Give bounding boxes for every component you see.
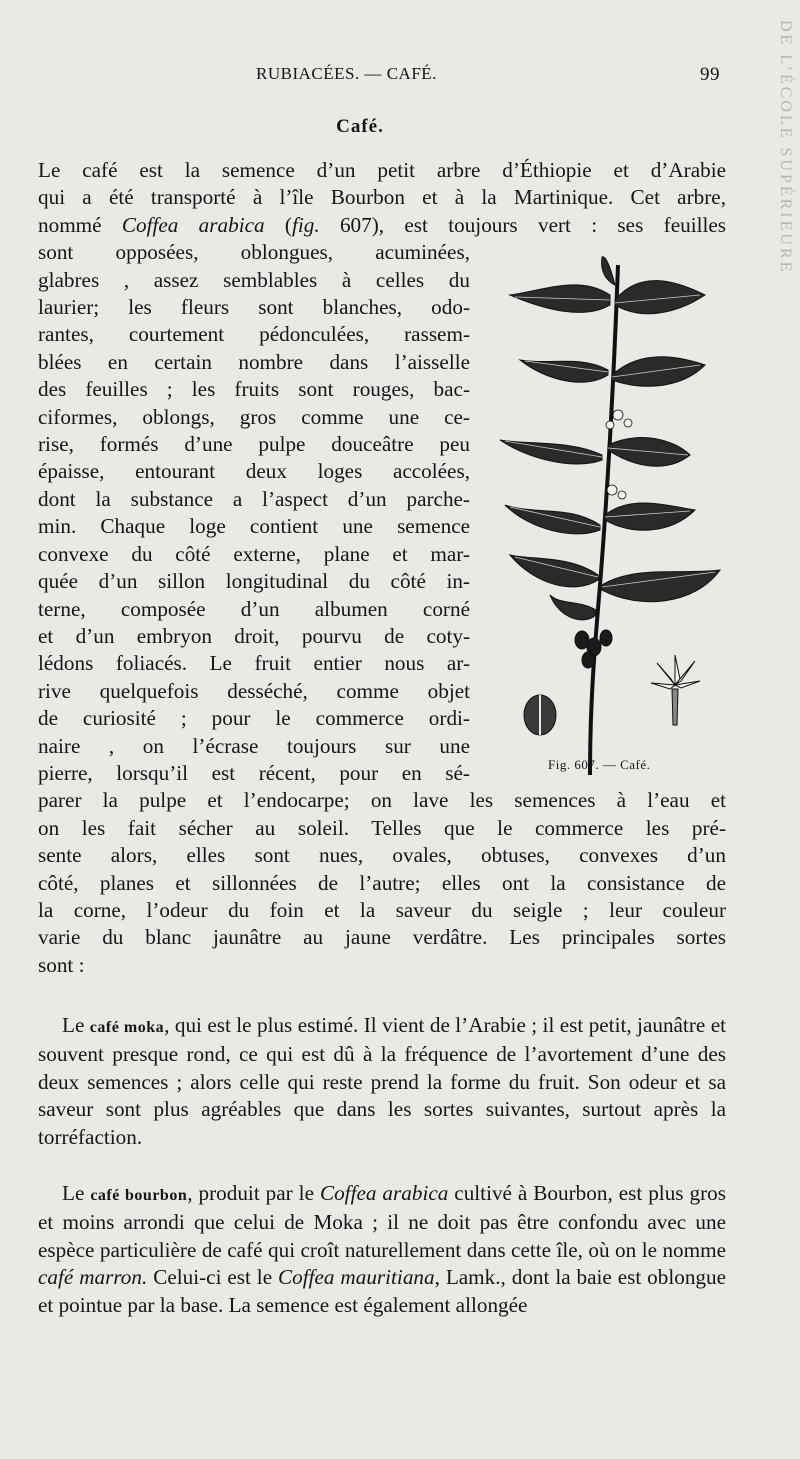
text-line: des feuilles ; les fruits sont rouges, bac-: [38, 377, 470, 402]
p3-i1: Coffea arabica: [319, 1181, 449, 1205]
p2-pre: Le: [62, 1013, 90, 1037]
figure-caption: Fig. 607. — Café.: [548, 757, 651, 772]
text-line: la corne, l’odeur du foin et la saveur du seigle ; leur couleur: [38, 897, 726, 922]
text-line: Le café est la semence d’un petit arbre d’Éthiopie et d’Arabie: [38, 158, 726, 182]
text-line: de curiosité ; pour le commerce ordi-: [38, 706, 470, 731]
text-line: lédons foliacés. Le fruit entier nous ar-: [38, 651, 470, 676]
text-line: ciformes, oblongs, gros comme une ce-: [38, 404, 470, 429]
text-line: terne, composée d’un albumen corné: [38, 596, 470, 621]
text-line: sont :: [38, 952, 85, 977]
running-title: RUBIACÉES. — CAFÉ.: [256, 64, 437, 83]
text-line: nommé Coffea arabica (fig. 607), est toujours vert : ses feuilles: [38, 212, 726, 237]
page-number: 99: [700, 64, 720, 85]
text-line: laurier; les fleurs sont blanches, odo-: [38, 295, 470, 320]
p3-t1: , produit par le: [187, 1181, 320, 1205]
text-line: qui a été transporté à l’île Bourbon et à la Martinique. Cet arbre,: [38, 185, 726, 210]
section-title: Café.: [336, 116, 384, 137]
text-line: min. Chaque loge contient une semence: [38, 514, 470, 539]
text-line: naire , on l’écrase toujours sur une: [38, 733, 470, 758]
p2-text: , qui est le plus estimé. Il vient de l’Arabie ; il est petit, jaunâtre et souvent presque rond, ce qui est dû à la fréquence de l’avortement d’une des deux semences ; alors celle qui reste prend la forme du fruit. Son odeur et sa saveur sont plus agréables que dans les sortes suivantes, surtout après la torréfaction.: [38, 1013, 726, 1149]
text-line: quée d’un sillon longitudinal du côté in-: [38, 569, 470, 594]
text-line: glabres , assez semblables à celles du: [38, 267, 470, 292]
text-line: rantes, courtement pédonculées, rassem-: [38, 322, 470, 347]
text-line: rise, formés d’une pulpe douceâtre peu: [38, 432, 470, 457]
term-cafe-moka: café moka: [89, 1019, 165, 1036]
term-cafe-bourbon: café bourbon: [90, 1187, 188, 1204]
text-line: varie du blanc jaunâtre au jaune verdâtre. Les principales sortes: [38, 925, 726, 950]
text-line: dont la substance a l’aspect d’un parche-: [38, 486, 470, 511]
text-line: on les fait sécher au soleil. Telles que le commerce les pré-: [38, 815, 726, 840]
p3-t2: cultivé à Bourbon, est plus gros et moins arrondi que celui de Moka ; il ne doit pas être confondu avec une espèce particulière de café qui croît naturellement dans cette île, où on le nomme: [38, 1181, 726, 1262]
text-line: sente alors, elles sont nues, ovales, obtuses, convexes d’un: [38, 843, 726, 868]
text-line: rive quelquefois desséché, comme objet: [38, 678, 470, 703]
p3-pre: Le: [62, 1181, 91, 1205]
paragraph-cafe-moka: [38, 1012, 726, 1151]
text-line: côté, planes et sillonnées de l’autre; elles ont la consistance de: [38, 870, 726, 895]
text-line: convexe du côté externe, plane et mar-: [38, 541, 470, 566]
text-line: parer la pulpe et l’endocarpe; on lave les semences à l’eau et: [38, 788, 726, 813]
text-line: sont opposées, oblongues, acuminées,: [38, 240, 470, 265]
p3-t4: , Lamk., dont la baie est oblongue et pointue par la base. La semence est également allongée: [38, 1265, 727, 1317]
p3-t3: Celui-ci est le: [147, 1265, 279, 1290]
coffee-plant-illustration: [490, 255, 740, 785]
text-line: épaisse, entourant deux loges accolées,: [38, 459, 470, 484]
p3-i3: Coffea mauritiana: [278, 1265, 435, 1290]
page-header: [200, 64, 720, 88]
bleed-through-text: DE L’ÉCOLE SUPÉRIEURE: [777, 20, 794, 275]
paragraph-cafe-bourbon: [38, 1180, 726, 1319]
text-line: et d’un embryon droit, pourvu de coty-: [38, 623, 470, 648]
text-line: blées en certain nombre dans l’aisselle: [38, 349, 470, 374]
text-line: pierre, lorsqu’il est récent, pour en sé-: [38, 760, 470, 785]
p3-i2: café marron.: [38, 1265, 148, 1290]
